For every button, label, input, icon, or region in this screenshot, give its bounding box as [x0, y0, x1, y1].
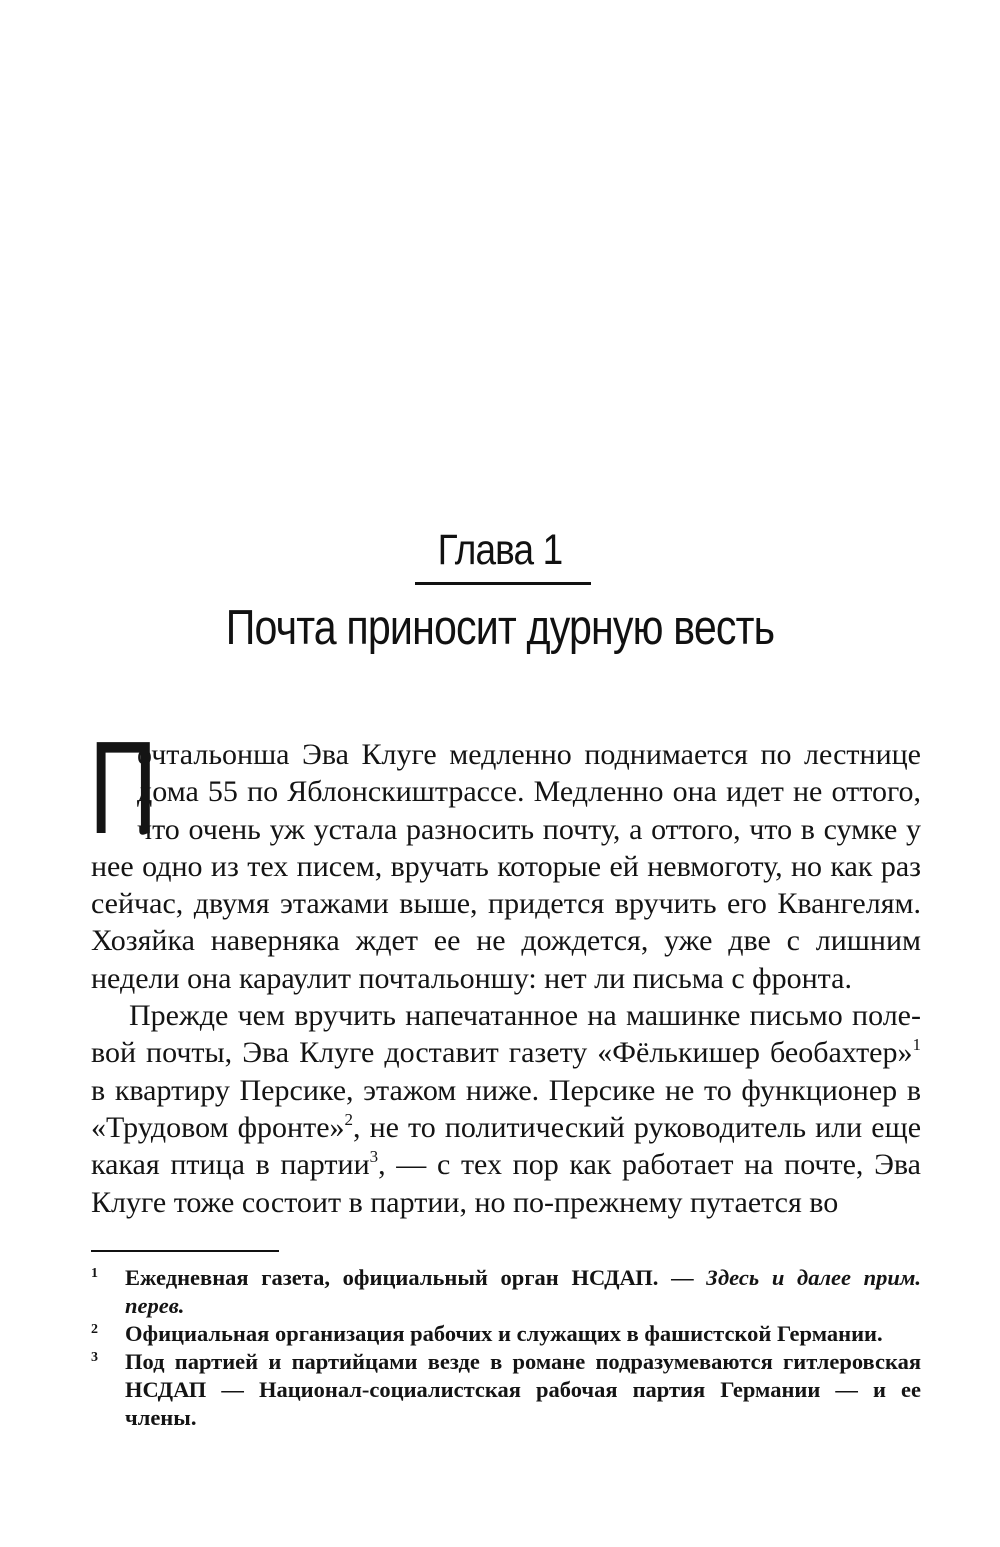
paragraph-2 [91, 997, 921, 1221]
footnote-ref-3[interactable]: 3 [369, 1147, 379, 1167]
footnote-note: Здесь и далее прим. перев. [125, 1265, 921, 1318]
chapter-body [89, 714, 922, 1221]
chapter-title: Почта приносит дурную весть [225, 601, 775, 655]
drop-cap: П [89, 714, 158, 861]
footnote-text: Ежедневная газета, официальный орган НСДАП. — [125, 1265, 707, 1290]
footnote-2 [91, 1320, 921, 1348]
footnote-text: Под партией и партийцами везде в романе подразумеваются гитлеровская НСДАП — Национал-социалистская рабочая партия Германии — и ее члены. [125, 1349, 921, 1430]
paragraph-text: , — с тех пор как работает на почте, Эва Клуге тоже состоит в партии, но по-прежнему путается во [91, 1148, 921, 1219]
paragraph-1 [89, 714, 921, 997]
paragraph-text: очтальонша Эва Клуге медленно поднимается по лестнице дома 55 по Яблонскиштрассе. Медленно она идет не оттого, что очень уж устала разносить почту, а оттого, что в сумке у нее одно из тех писем, вручать которые ей невмоготу, но как раз сейчас, двумя этажами выше, придется вручить его Квангелям. Хозяйка наверняка ждет ее не дождется, уже две с лишним недели она караулит почтальоншу: нет ли письма с фронта. [91, 738, 921, 995]
chapter-divider [415, 582, 591, 585]
footnote-1 [91, 1264, 921, 1320]
chapter-label: Глава 1 [437, 526, 563, 574]
footnote-number: 2 [91, 1322, 98, 1337]
footnote-3 [91, 1348, 921, 1432]
footnote-text: Официальная организация рабочих и служащих в фашистской Германии. [125, 1321, 883, 1346]
footnote-divider [91, 1250, 279, 1252]
footnote-ref-1[interactable]: 1 [912, 1035, 921, 1055]
footnote-number: 1 [91, 1266, 98, 1281]
footnote-number: 3 [91, 1350, 98, 1365]
paragraph-text: Прежде чем вручить напечатанное на машинке письмо полевой почты, Эва Клуге доставит газету «Фёлькишер беобахтер» [91, 999, 921, 1070]
paragraph-text: , не то политический руководитель или еще какая птица в партии [91, 1110, 922, 1182]
footnote-ref-2[interactable]: 2 [344, 1109, 354, 1129]
footnotes [91, 1264, 921, 1432]
paragraph-text: в квартиру Персике, этажом ниже. Персике не то функционер в «Трудовом фронте» [91, 1073, 921, 1144]
